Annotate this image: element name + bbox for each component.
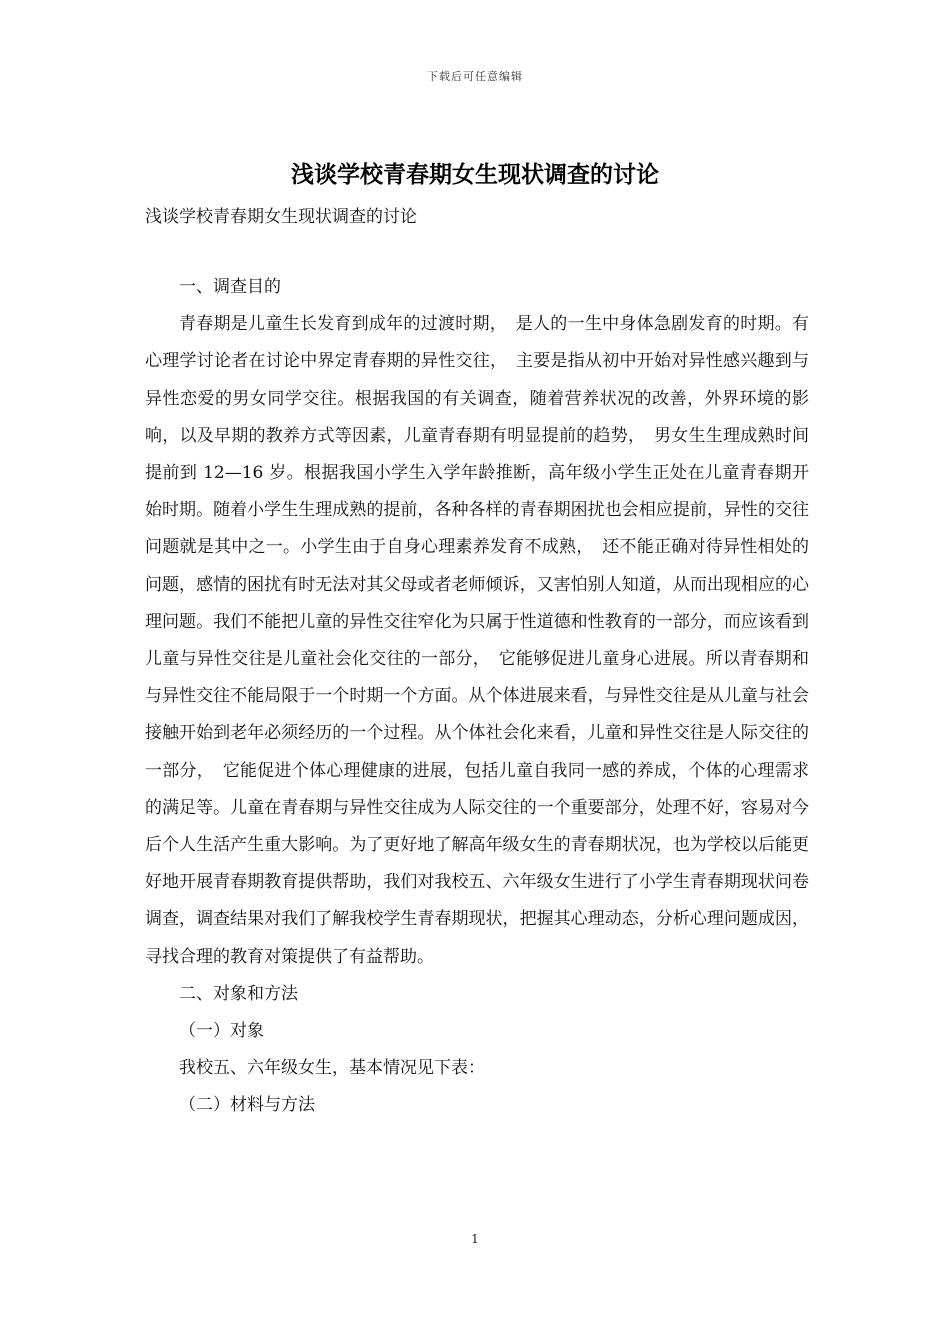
page-number: 1 (471, 1232, 479, 1246)
document-body (145, 269, 809, 1125)
section-heading-purpose: 一、调查目的 (179, 277, 281, 297)
document-subtitle: 浅谈学校青春期女生现状调查的讨论 (145, 207, 417, 227)
subsection-heading-subjects: （一）对象 (179, 1021, 264, 1042)
document-title: 浅谈学校青春期女生现状调查的讨论 (291, 161, 659, 188)
paragraph-purpose: 青春期是儿童生长发育到成年的过渡时期， 是人的一生中身体急剧发育的时期。有心理学讨论者在讨论中界定青春期的异性交往， 主要是指从初中开始对异性感兴趣到与异性恋爱的男女同学交往。根据我国的有关调查，随着营养状况的改善，外界环境的影响，以及早期的教养方式等因素，儿童青春期有明显提前的趋势， 男女生生理成熟时间提前到 12—16 岁。根据我国小学生入学年龄推断，高年级小学生正处在儿童青春期开始时期。随着小学生生理成熟的提前，各种各样的青春期困扰也会相应提前，异性的交往问题就是其中之一。小学生由于自身心理素养发育不成熟， 还不能正确对待异性相处的问题，感情的困扰有时无法对其父母或者老师倾诉，又害怕别人知道，从而出现相应的心理问题。我们不能把儿童的异性交往窄化为只属于性道德和性教育的一部分，而应该看到儿童与异性交往是儿童社会化交往的一部分， 它能够促进儿童身心进展。所以青春期和与异性交往不能局限于一个时期一个方面。从个体进展来看，与异性交往是从儿童与社会接触开始到老年必须经历的一个过程。从个体社会化来看，儿童和异性交往是人际交往的一部分， 它能促进个体心理健康的进展，包括儿童自我同一感的养成，个体的心理需求的满足等。儿童在青春期与异性交往成为人际交往的一个重要部分，处理不好，容易对今后个人生活产生重大影响。为了更好地了解高年级女生的青春期状况，也为学校以后能更好地开展青春期教育提供帮助，我们对我校五、六年级女生进行了小学生青春期现状问卷调查，调查结果对我们了解我校学生青春期现状，把握其心理动态，分析心理问题成因，寻找合理的教育对策提供了有益帮助。 (145, 314, 809, 967)
subsection-heading-materials: （二）材料与方法 (179, 1095, 315, 1116)
section-heading-methods: 二、对象和方法 (179, 983, 298, 1004)
paragraph-subjects: 我校五、六年级女生，基本情况见下表： (179, 1058, 485, 1079)
header-note: 下载后可任意编辑 (427, 70, 523, 83)
